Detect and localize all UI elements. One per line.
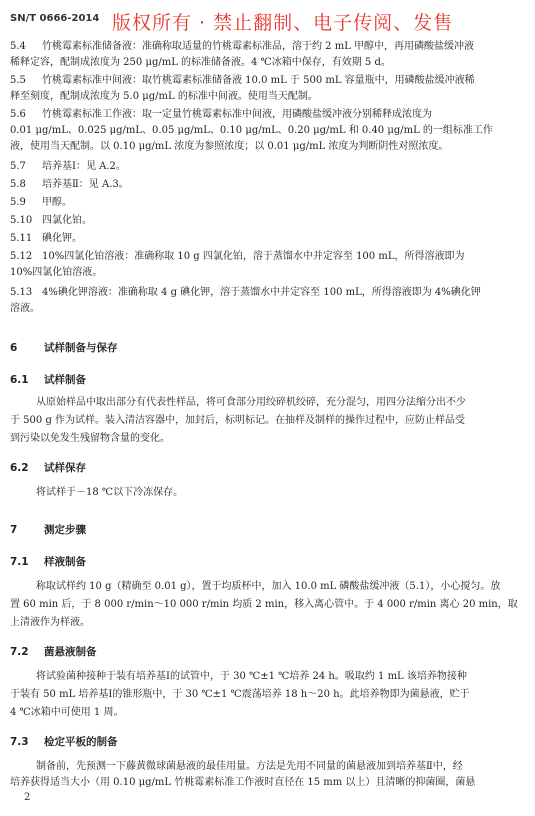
clause-line: 5.4 竹桃霉素标准储备液：准确称取适量的竹桃霉素标准品，溶于约 2 mL 甲醇中，再用磷酸盐缓冲液 [10, 41, 475, 52]
clause-line: 5.7 培养基Ⅰ：见 A.2。 [10, 161, 126, 172]
paragraph-line: 于装有 50 mL 培养基Ⅰ的锥形瓶中，于 30 ℃±1 ℃震荡培养 18 h～20 h。此培养物即为菌悬液，贮于 [10, 689, 470, 700]
clause-line: 稀释定容，配制成浓度为 250 μg/mL 的标准储备液。4 ℃冰箱中保存，有效期 5 d。 [10, 57, 391, 68]
section-heading: 6 试样制备与保存 [10, 342, 118, 354]
clause-line: 5.10 四氯化铂。 [10, 215, 92, 226]
clause-line: 5.11 碘化钾。 [10, 233, 82, 244]
paragraph-line: 将试验菌种接种于装有培养基Ⅰ的试管中，于 30 ℃±1 ℃培养 24 h。吸取约 1 mL 该培养物接种 [36, 671, 467, 682]
clause-line: 5.6 竹桃霉素标准工作液：取一定量竹桃霉素标准中间液，用磷酸盐缓冲液分别稀释成浓度为 [10, 109, 432, 120]
paragraph-line: 将试样于－18 ℃以下冷冻保存。 [36, 487, 184, 498]
paragraph-line: 培养获得适当大小（用 0.10 μg/mL 竹桃霉素标准工作液时直径在 15 mm 以上）且清晰的抑菌圈，菌悬 [10, 777, 476, 788]
clause-line: 5.8 培养基Ⅱ：见 A.3。 [10, 179, 129, 190]
clause-line: 释至刻度，配制成浓度为 5.0 μg/mL 的标准中间液。使用当天配制。 [10, 91, 318, 102]
paragraph-line: 于 500 g 作为试样。装入清洁容器中，加封后，标明标记。在抽样及制样的操作过程中，应防止样品受 [10, 415, 466, 426]
standard-code: SN/T 0666-2014 [10, 13, 100, 24]
paragraph-line: 置 60 min 后，于 8 000 r/min～10 000 r/min 均质 2 min，移入离心管中。于 4 000 r/min 离心 20 min，取 [10, 599, 518, 610]
paragraph-line: 到污染以免发生残留物含量的变化。 [10, 433, 170, 444]
section-heading: 7.1 样液制备 [10, 556, 86, 568]
section-heading: 7 测定步骤 [10, 524, 86, 536]
clause-line: 5.13 4%碘化钾溶液：准确称取 4 g 碘化钾，溶于蒸馏水中并定容至 100 mL，所得溶液即为 4%碘化钾 [10, 287, 481, 298]
clause-line: 0.01 μg/mL、0.025 μg/mL、0.05 μg/mL、0.10 μg/mL、0.20 μg/mL 和 0.40 μg/mL 的一组标准工作 [10, 125, 493, 136]
clause-line: 溶液。 [10, 303, 40, 314]
clause-line: 5.9 甲醇。 [10, 197, 72, 208]
section-heading: 7.2 菌悬液制备 [10, 646, 97, 658]
clause-line: 液，使用当天配制。以 0.10 μg/mL 浓度为参照浓度；以 0.01 μg/mL 浓度为判断阴性对照浓度。 [10, 141, 449, 152]
clause-line: 5.5 竹桃霉素标准中间液：取竹桃霉素标准储备液 10.0 mL 于 500 mL 容量瓶中，用磷酸盐缓冲液稀 [10, 75, 475, 86]
paragraph-line: 上清液作为样液。 [10, 617, 90, 628]
clause-line: 10%四氯化铂溶液。 [10, 267, 103, 278]
section-heading: 7.3 检定平板的制备 [10, 736, 118, 748]
paragraph-line: 称取试样约 10 g（精确至 0.01 g），置于均质杯中，加入 10.0 mL 磷酸盐缓冲液（5.1），小心搅匀。放 [36, 581, 501, 592]
section-heading: 6.1 试样制备 [10, 374, 86, 386]
paragraph-line: 制备前，先预测一下藤黄微球菌悬液的最佳用量。方法是先用不同量的菌悬液加到培养基Ⅱ中，经 [36, 761, 463, 772]
page-header [10, 8, 525, 32]
copyright-watermark: 版权所有 · 禁止翻制、电子传阅、发售 [112, 12, 454, 34]
paragraph-line: 从原始样品中取出部分有代表性样品，将可食部分用绞碎机绞碎，充分混匀，用四分法缩分出不少 [36, 397, 466, 408]
section-heading: 6.2 试样保存 [10, 462, 86, 474]
page-number: 2 [24, 792, 31, 803]
clause-line: 5.12 10%四氯化铂溶液：准确称取 10 g 四氯化铂，溶于蒸馏水中并定容至 100 mL，所得溶液即为 [10, 251, 465, 262]
paragraph-line: 4 ℃冰箱中可使用 1 周。 [10, 707, 124, 718]
